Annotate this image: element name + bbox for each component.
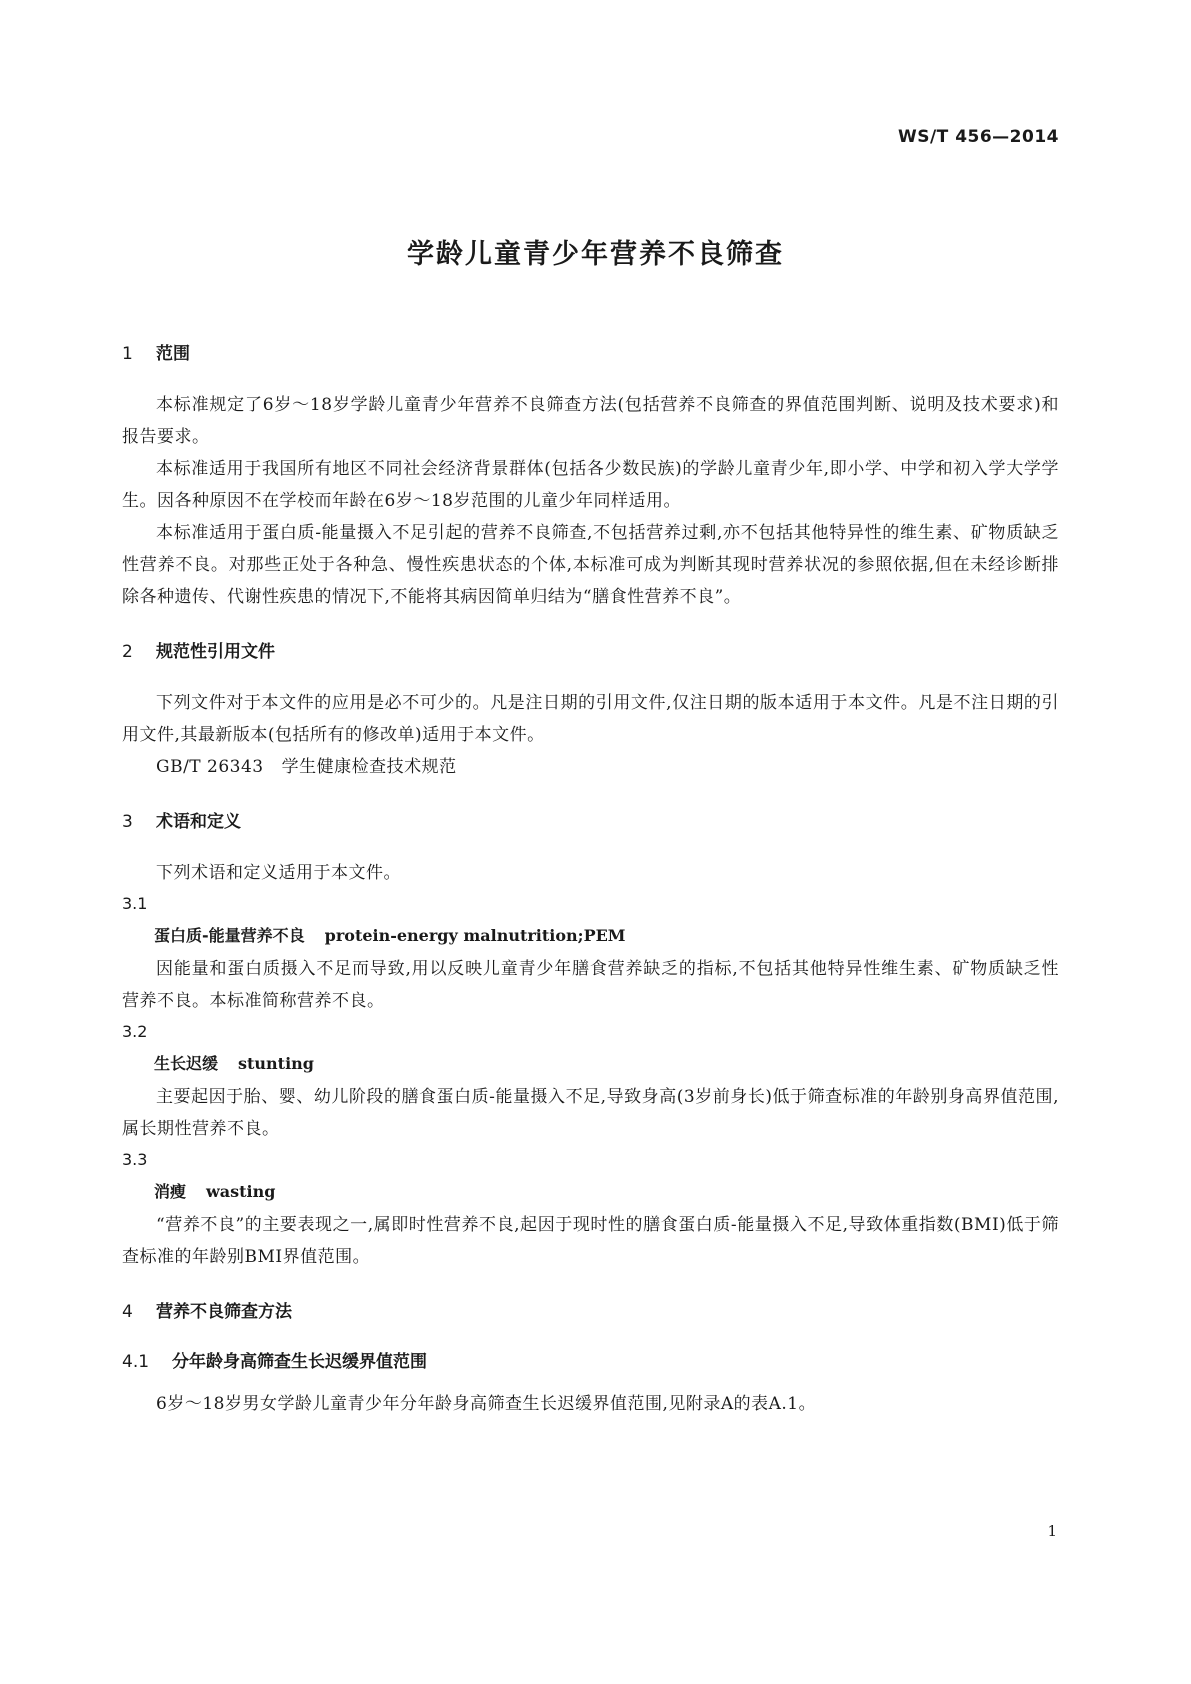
- reference-code: GB/T 26343: [156, 757, 264, 777]
- term-name-zh: 生长迟缓: [154, 1054, 219, 1073]
- paragraph: 本标准适用于我国所有地区不同社会经济背景群体(包括各少数民族)的学龄儿童青少年,即小学、中学和初入学大学学生。因各种原因不在学校而年龄在6岁～18岁范围的儿童少年同样适用。: [122, 459, 1059, 511]
- section-2-heading: [122, 640, 1059, 664]
- subsection-4-1-heading: [122, 1350, 1059, 1374]
- term-definition: “营养不良”的主要表现之一,属即时性营养不良,起因于现时性的膳食蛋白质-能量摄入不足,导致体重指数(BMI)低于筛查标准的年龄别BMI界值范围。: [122, 1215, 1059, 1267]
- term-number: 3.1: [122, 894, 148, 913]
- section-4-heading: [122, 1300, 1059, 1324]
- section-number: 1: [122, 344, 133, 364]
- paragraph: 6岁～18岁男女学龄儿童青少年分年龄身高筛查生长迟缓界值范围,见附录A的表A.1。: [156, 1394, 817, 1414]
- paragraph: 本标准适用于蛋白质-能量摄入不足引起的营养不良筛查,不包括营养过剩,亦不包括其他特异性的维生素、矿物质缺乏性营养不良。对那些正处于各种急、慢性疾患状态的个体,本标准可成为判断其现时营养状况的参照依据,但在未经诊断排除各种遗传、代谢性疾患的情况下,不能将其病因简单归结为“膳食性营养不良”。: [122, 523, 1059, 607]
- section-title: 范围: [156, 344, 190, 364]
- term-name-zh: 蛋白质-能量营养不良: [154, 926, 305, 945]
- term-definition: 因能量和蛋白质摄入不足而导致,用以反映儿童青少年膳食营养缺乏的指标,不包括其他特异性维生素、矿物质缺乏性营养不良。本标准简称营养不良。: [122, 959, 1059, 1011]
- section-number: 4: [122, 1302, 133, 1322]
- document-body: [122, 342, 1059, 1420]
- term-name-en: stunting: [238, 1054, 314, 1073]
- section-1-heading: [122, 342, 1059, 366]
- term-number: 3.2: [122, 1022, 148, 1041]
- reference-title: 学生健康检查技术规范: [281, 757, 457, 777]
- subsection-title: 分年龄身高筛查生长迟缓界值范围: [172, 1352, 427, 1372]
- paragraph: 下列术语和定义适用于本文件。: [156, 863, 401, 883]
- section-title: 营养不良筛查方法: [156, 1302, 292, 1322]
- section-3-heading: [122, 810, 1059, 834]
- standard-code: WS/T 456—2014: [897, 127, 1059, 147]
- term-definition: 主要起因于胎、婴、幼儿阶段的膳食蛋白质-能量摄入不足,导致身高(3岁前身长)低于筛查标准的年龄别身高界值范围,属长期性营养不良。: [122, 1087, 1059, 1139]
- subsection-number: 4.1: [122, 1352, 150, 1372]
- term-name: [122, 1175, 1059, 1209]
- normative-reference: [122, 751, 1059, 783]
- paragraph: 本标准规定了6岁～18岁学龄儿童青少年营养不良筛查方法(包括营养不良筛查的界值范围判断、说明及技术要求)和报告要求。: [122, 395, 1059, 447]
- term-name: [122, 1047, 1059, 1081]
- term-name: [122, 919, 1059, 953]
- section-number: 2: [122, 642, 133, 662]
- section-title: 术语和定义: [156, 812, 241, 832]
- term-name-en: wasting: [206, 1182, 276, 1201]
- page-number: 1: [1047, 1522, 1057, 1540]
- document-title: 学龄儿童青少年营养不良筛查: [407, 239, 784, 270]
- section-title: 规范性引用文件: [156, 642, 275, 662]
- term-name-zh: 消瘦: [154, 1182, 187, 1201]
- term-number: 3.3: [122, 1150, 148, 1169]
- paragraph: 下列文件对于本文件的应用是必不可少的。凡是注日期的引用文件,仅注日期的版本适用于本文件。凡是不注日期的引用文件,其最新版本(包括所有的修改单)适用于本文件。: [122, 693, 1059, 745]
- term-name-en: protein-energy malnutrition;PEM: [324, 926, 626, 945]
- section-number: 3: [122, 812, 133, 832]
